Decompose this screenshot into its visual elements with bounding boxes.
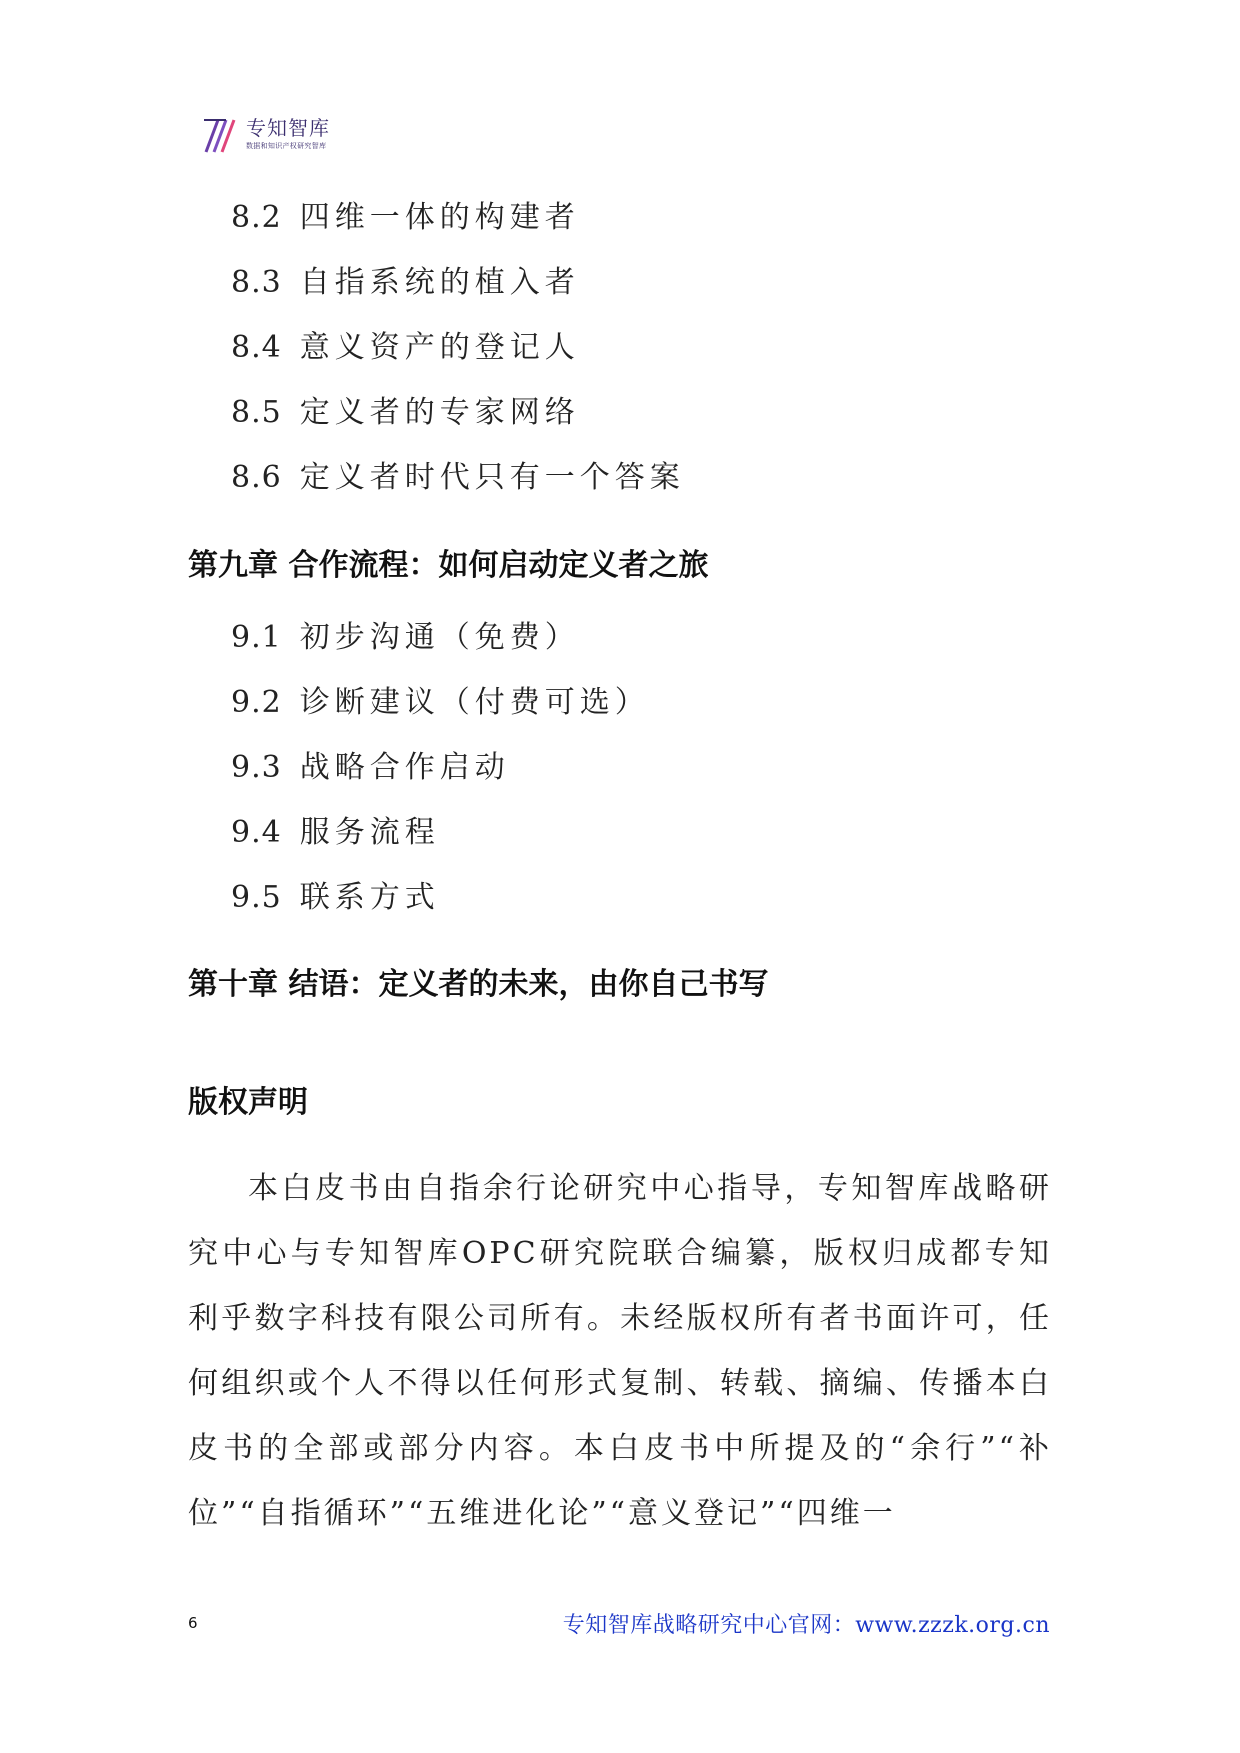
- toc-item-9-4: 9.4 服务流程: [231, 815, 440, 850]
- copyright-paragraph: 本白皮书由自指余行论研究中心指导，专知智库战略研究中心与专知智库OPC研究院联合编纂，版权归成都专知利乎数字科技有限公司所有。未经版权所有者书面许可，任何组织或个人不得以任何形式复制、转载、摘编、传播本白皮书的全部或部分内容。本白皮书中所提及的“余行”“补位”“自指循环”“五维进化论”“意义登记”“四维一: [188, 1171, 1052, 1531]
- chapter-10-heading: 第十章 结语：定义者的未来，由你自己书写: [188, 967, 769, 1002]
- toc-item-9-1: 9.1 初步沟通（免费）: [231, 620, 580, 655]
- copyright-heading: 版权声明: [188, 1085, 308, 1120]
- toc-item-8-4: 8.4 意义资产的登记人: [231, 330, 580, 365]
- footer-website-link[interactable]: 专知智库战略研究中心官网：www.zzzk.org.cn: [562, 1613, 1050, 1638]
- toc-item-8-6: 8.6 定义者时代只有一个答案: [231, 460, 685, 495]
- page-number: 6: [188, 1614, 198, 1632]
- toc-item-9-3: 9.3 战略合作启动: [231, 750, 510, 785]
- logo-subtitle: 数据和知识产权研究智库: [246, 142, 327, 150]
- toc-item-8-2: 8.2 四维一体的构建者: [231, 200, 580, 235]
- toc-item-8-3: 8.3 自指系统的植入者: [231, 265, 580, 300]
- toc-item-9-2: 9.2 诊断建议（付费可选）: [231, 685, 650, 720]
- chapter-9-heading: 第九章 合作流程：如何启动定义者之旅: [188, 548, 709, 583]
- logo: [202, 116, 330, 156]
- logo-mark-icon: [202, 116, 240, 154]
- toc-item-8-5: 8.5 定义者的专家网络: [231, 395, 580, 430]
- toc-item-9-5: 9.5 联系方式: [231, 880, 440, 915]
- logo-title: 专知智库: [246, 116, 330, 140]
